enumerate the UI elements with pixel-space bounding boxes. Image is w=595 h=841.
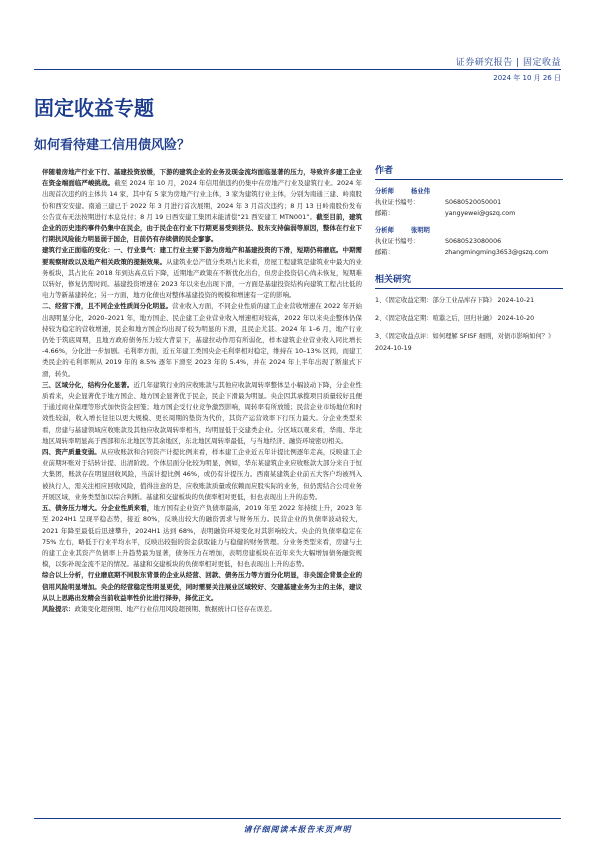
cert-label: 执业证书编号： — [375, 199, 420, 206]
section-2-lead: 二、经营下滑，且不同企业性质间分化明显。 — [42, 302, 173, 311]
page-title: 固定收益专题 — [34, 96, 154, 120]
section-2-text: 营业收入方面，不同企业性质的建工企业营收增速在 2022 年开始出现明显分化，2020–2021 年，地方国企、民企建工企业营业收入增速相对较高，2022 年以来央企整体仍保持较为稳定的营收增速，民企和地方国企均出现了较为明显的下滑，且民企尤甚。2024 年 1–6 月，地产行业仍处于筑底周期，且地方政府债务压力较大背景下，基建拉动作用有所弱化，样本建筑企业营业收入同比增长 -4.66%，分化进一步加剧。毛利率方面，近五年建工类国央企毛利率相对稳定，维持在 10–13% 区间，而建工类民企的毛利率则从 2019 年的 8.5% 逐年下滑至 2023 年的 5.4%，并在 2024 年上半年出现了断崖式下滑，转负。 — [42, 302, 362, 378]
author-role: 分析师 — [375, 227, 394, 234]
authors-title: 作者 — [375, 163, 563, 180]
related-item[interactable]: 1、《固定收益定期：部分工业品库存下降》 2024-10-21 — [375, 297, 535, 304]
conclusion-paragraph: 综合以上分析，行业磨底期不同股东背景的企业从经营、回款、债务压力等方面分化明显，非央国企背景企业的信用风险明显增加。央企的经营稳定性明显更优，同时需要关注展业区域较好、交建基建业务为主的主体，建议从以上思路出发精会当前收益率性价比进行择券，择优正文。 — [42, 571, 362, 602]
page-subtitle: 如何看待建工信用债风险？ — [34, 138, 191, 153]
section-1-text: 从建筑业总产值分类项占比来看，房屋工程建筑是建筑业中最大的业务板块，其占比在 2018 年到达高点后下降，近期地产政策在不断优化出台，但房企投资信心尚未恢复，短期难以转好，修复仍需时间。基建投资增速在 2023 年以来也出现下滑，一方面是基建投资结构向建筑工程占比低的电力等新基建转化；另一方面，地方化债也对整体基建投资的规模和增速有一定的影响。 — [42, 257, 362, 300]
author-email[interactable]: zhangmingming3653@gszq.com — [445, 249, 549, 256]
section-3 — [42, 380, 362, 447]
main-body — [42, 167, 362, 779]
header-rule — [34, 69, 561, 70]
section-4-lead: 四、资产质量变弱。 — [42, 448, 101, 457]
risk-text: 政策变化超预期、地产行业信用风险超预期、数据统计口径存在误差。 — [74, 604, 276, 613]
footer-disclaimer: 请仔细阅读本报告末页声明 — [243, 825, 352, 834]
risk-paragraph — [42, 604, 362, 615]
section-5 — [42, 503, 362, 570]
related-title: 相关研究 — [375, 272, 563, 289]
summary-text: 截至 2024 年 10 月，2024 年信用债违约仍集中在房地产行业及建筑行业。2024 年出现首次违约的主体共 14 家，其中有 5 家为房地产行业主体，3 家为建筑行业主体，分别为南通三建、岭南股份和西安安建。南通三建已于 2022 年 3 月进行首次展期，2024 年 3 月首次违约；8 月 13 日岭南股份发布公告宣布无法按期进行本息兑付；8 月 19 日西安建工集团未能清偿“21 西安建工 MTN001”。 — [42, 179, 362, 221]
email-label: 邮箱： — [375, 249, 394, 256]
author-name: 杨业伟 — [411, 188, 430, 195]
header-brand: 证券研究报告 | 固定收益 — [455, 58, 561, 68]
section-3-text: 近几年建筑行业的应收账款与其他应收款周转率整体呈小幅波动下降，分企业性质看来，央企显著优于地方国企、地方国企显著优于民企，民企下滑最为明显。央企因其承揽项目质量较好且便于通过商业保理等形式加快资金回笼；地方国企受行业竞争激烈影响，周转率有所放缓；民营企业市场地位和时效性较弱，收入增长往往以更大规模、更长周期的垫资为代价，其资产运营效率下行压力最大。分企业类型来看，房建与基建领域应收账款及其他应收款周转率相当，均明显低于交建类企业。分区域以观来看，华南、华北地区周转率明显高于西部和东北地区等其余地区，东北地区周转率最低，与当地经济、融资环境密切相关。 — [42, 380, 362, 445]
section-3-lead: 三、区域分化，结构分化显著。 — [42, 380, 134, 389]
cert-number: S0680523080006 — [445, 238, 502, 245]
author-role: 分析师 — [375, 188, 394, 195]
email-label: 邮箱： — [375, 210, 394, 217]
author-name: 张明明 — [411, 227, 430, 234]
changes-heading: 建筑行业正面临的变化：一、行业景气：建工行业主要下游为房地产和基建投资的下滑，短期仍将磨底。中期需要观察财政以及地产相关政策的提振效果。从建筑业总产值分类项占比来看，房屋工程建筑是建筑业中最大的业务板块，其占比在 2018 年到达高点后下降，近期地产政策在不断优化出台，但房企投资信心尚未恢复，短期难以转好，修复仍需时间。基建投资增速在 2023 年以来也出现下滑，一方面是基建投资结构向建筑工程占比低的电力等新基建转化；另一方面，地方化债也对整体基建投资的规模和增速有一定的影响。 — [42, 246, 362, 300]
related-item[interactable]: 3、《固定收益点评：如何理解 SFISF 细则，对债市影响如何？》 2024-10-19 — [375, 333, 555, 352]
section-5-lead: 五、债务压力增大。分企业性质来看， — [42, 504, 154, 513]
summary-paragraph — [42, 167, 362, 245]
summary-conclusion: 截至目前，建筑企业的历史违约事件仍集中在民企，由于民企在行业下行期更易受到挤兑、股东支持偏弱等原因，整体在行业下行期抗风险能力明显弱于国企，目前仍有存续债的民企寥寥。 — [42, 212, 362, 244]
header-date: 2024 年 10 月 26 日 — [493, 74, 561, 82]
cert-number: S0680520050001 — [445, 199, 502, 206]
section-5-text: 地方国有企业资产负债率最高，2019 年至 2022 年持续上升，2023 年至 2024H1 呈现平稳态势，接近 80%，反映出较大的融资需求与财务压力。民营企业的负债率波动较大，2021 年降至最低后迅速攀升，2024H1 达到 68%，表明融资环境变化对其影响较大。央企的负债率稳定在 75% 左右，略低于行业平均水平，反映出较强的资金获取能力与稳健的财务管理。分业务类型来看，房建与土的建工企业其资产负债率上升趋势最为显著，债务压力在增加，表明房建板块在近年来失大幅增加债务融资规模，以弥补现金流不足的情况。基建和交建板块的负债率相对更低，但也表现出上升的态势。 — [42, 504, 362, 569]
related-item[interactable]: 2、《固定收益定期：喧嚣之后，回归社融》 2024-10-20 — [375, 315, 535, 322]
related-section — [375, 272, 563, 355]
section-2 — [42, 301, 362, 379]
sidebar — [375, 163, 563, 361]
author-email[interactable]: yangyewei@gszq.com — [445, 210, 516, 217]
author-card — [375, 186, 563, 219]
summary-lead: 伴随着房地产行业下行、基建投资放缓，下游的建筑企业的业务及现金流均面临显著的压力，导致许多建工企业在资金端面临严峻挑战。 — [42, 168, 362, 188]
section-4 — [42, 447, 362, 503]
section-1-lead: 一、行业景气：建工行业主要下游为房地产和基建投资的下滑，短期仍将磨底。中期需要观察财政以及地产相关政策的提振效果。 — [42, 246, 362, 266]
risk-label: 风险提示： — [42, 604, 75, 613]
section-4-text: 从应收账款和合同资产计提比例来看，样本建工企业近五年计提比例逐年走高，反映建工企业前期坏账对于结转计提、出清阶段。个体层面分化较为明显，例如，华东某建筑企业应收账款大部分来自于恒大集团，账款存在明显回收风险，当前计提比例 46%，或仍有计提压力。西南某建筑企业前五大客户均被列入被执行人，需关注相应回收风险，值得注意的是，应收账款质量或依赖而应股实际的业务，但仍需结合公司业务开展区域，业务类型加以综合判断。基建和交建板块的负债率相对更低，但也表现出上升的态势。 — [42, 448, 362, 501]
footer-rule — [34, 818, 561, 819]
author-card — [375, 225, 563, 258]
cert-label: 执业证书编号： — [375, 238, 420, 245]
